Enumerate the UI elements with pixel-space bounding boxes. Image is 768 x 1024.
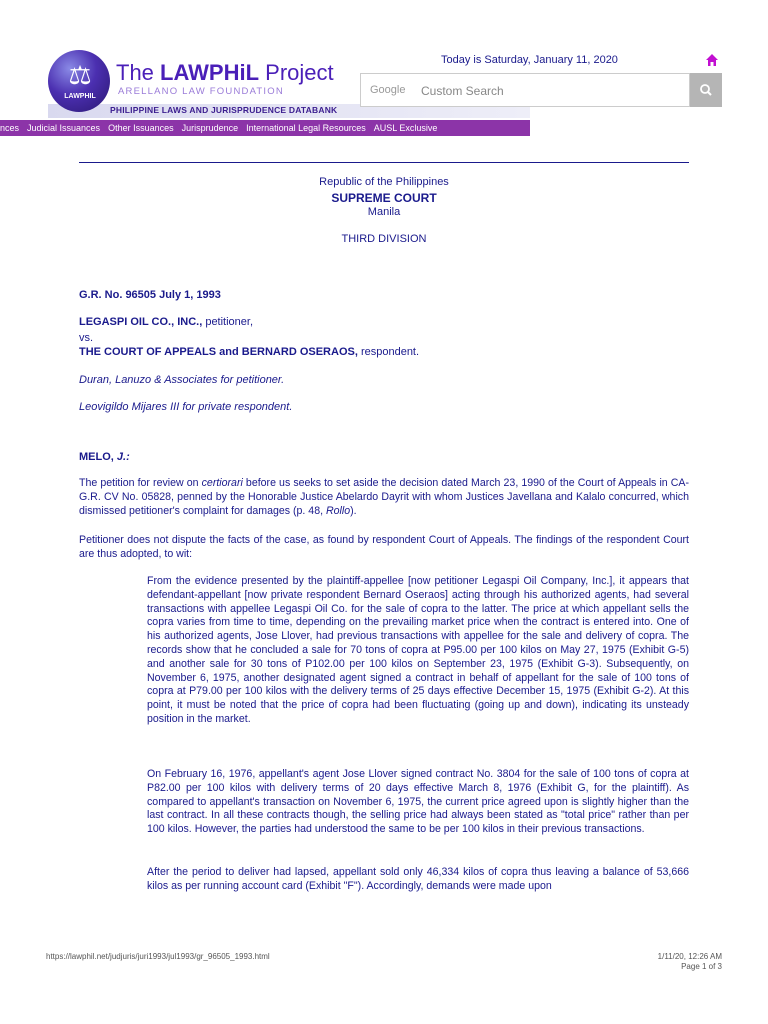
division: THIRD DIVISION <box>341 233 427 245</box>
databank-label: PHILIPPINE LAWS AND JURISPRUDENCE DATABANK <box>110 105 338 115</box>
search-placeholder: Custom Search <box>421 84 504 98</box>
divider <box>79 162 689 163</box>
nav-item-international-legal-resources[interactable]: International Legal Resources <box>246 123 366 133</box>
counsel-petitioner: Duran, Lanuzo & Associates for petitioner. <box>79 374 285 386</box>
counsel-respondent: Leovigildo Mijares III for private respondent. <box>79 401 293 413</box>
search-icon <box>690 73 722 107</box>
court-city: Manila <box>367 206 401 218</box>
court-name: SUPREME COURT <box>331 191 437 205</box>
nav-menu <box>0 120 437 136</box>
republic-line: Republic of the Philippines <box>319 176 449 188</box>
petitioner-line: LEGASPI OIL CO., INC., petitioner, <box>79 316 254 328</box>
ponente: MELO, J.: <box>79 451 130 463</box>
site-title[interactable]: The LAWPHiL Project <box>116 60 334 85</box>
today-date: Today is Saturday, January 11, 2020 <box>441 54 618 66</box>
google-label: Google <box>370 84 406 96</box>
scale-logo-icon: ⚖ <box>68 60 92 90</box>
foundation-name: ARELLANO LAW FOUNDATION <box>118 86 284 97</box>
versus: vs. <box>79 332 94 344</box>
nav-item-judicial-issuances[interactable]: Judicial Issuances <box>27 123 101 133</box>
quote-paragraph-3: After the period to deliver had lapsed, appellant sold only 46,334 kilos of copra thus leaving a balance of 53,666 kilos as per running account card (Exhibit "F"). Accordingly, demands were made upon <box>147 866 689 892</box>
footer-datetime: 1/11/20, 12:26 AM <box>657 952 722 961</box>
logo-caption: LAWPHIL <box>64 93 96 100</box>
respondent-line: THE COURT OF APPEALS and BERNARD OSERAOS, respondent. <box>79 346 420 358</box>
quote-paragraph-1: From the evidence presented by the plaintiff-appellee [now petitioner Legaspi Oil Company, Inc.], it appears that defendant-appellant [now private respondent Bernard Oseraos] acting through his authorized agents, had several transactions with appellee Legaspi Oil Co. for the sale of copra to the latter. The price at which appellant sells the copra varies from time to time, depending on the prevailing market price when the contract is entered into. One of his authorized agents, Jose Llover, had previous transactions with appellee for the sale and delivery of copra. The records show that he concluded a sale for 70 tons of copra at P95.00 per 100 kilos on May 27, 1975 (Exhibit G-5) and another sale for 30 tons of P102.00 per 100 kilos on September 23, 1975 (Exhibit G-3). Subsequently, on November 6, 1975, another designated agent signed a contract in behalf of appellant for the sale of 100 tons of copra at P79.00 per 100 kilos with the delivery terms of 25 days effective December 15, 1975 (Exhibit G-2). At this point, it must be noted that the price of copra had been fluctuating (going up and down), indicating its unsteady position in the market. <box>147 575 689 725</box>
footer-url: https://lawphil.net/judjuris/juri1993/jul1993/gr_96505_1993.html <box>46 952 270 961</box>
nav-item-issuances[interactable]: nces <box>0 123 20 133</box>
case-number: G.R. No. 96505 July 1, 1993 <box>79 289 221 301</box>
footer-page: Page 1 of 3 <box>681 962 722 971</box>
search-button[interactable] <box>690 73 722 107</box>
nav-item-jurisprudence[interactable]: Jurisprudence <box>181 123 239 133</box>
quote-paragraph-2: On February 16, 1976, appellant's agent Jose Llover signed contract No. 3804 for the sale of 100 tons of copra at P82.00 per 100 kilos with delivery terms of 20 days effective March 8, 1976 (Exhibit G, for the plaintiff). As compared to appellant's transaction on November 6, 1975, the current price agreed upon is slightly higher than the last contract. In all these contracts though, the selling price had always been stated as "total price" rather than per 100 kilos. However, the parties had understood the same to be per 100 kilos in their previous transactions. <box>147 768 689 836</box>
paragraph-2: Petitioner does not dispute the facts of the case, as found by respondent Court of Appeals. The findings of the respondent Court are thus adopted, to wit: <box>79 534 689 560</box>
home-icon[interactable] <box>704 52 720 68</box>
nav-item-other-issuances[interactable]: Other Issuances <box>108 123 174 133</box>
paragraph-1: The petition for review on certiorari before us seeks to set aside the decision dated March 23, 1990 of the Court of Appeals in CA-G.R. CV No. 05828, penned by the Honorable Justice Abelardo Dayrit with whom Justices Javellana and Kalalo concurred, which dismissed petitioner's complaint for damages (p. 48, Rollo). <box>79 477 690 517</box>
search-input[interactable] <box>360 73 690 107</box>
nav-item-ausl-exclusive[interactable]: AUSL Exclusive <box>373 123 438 133</box>
